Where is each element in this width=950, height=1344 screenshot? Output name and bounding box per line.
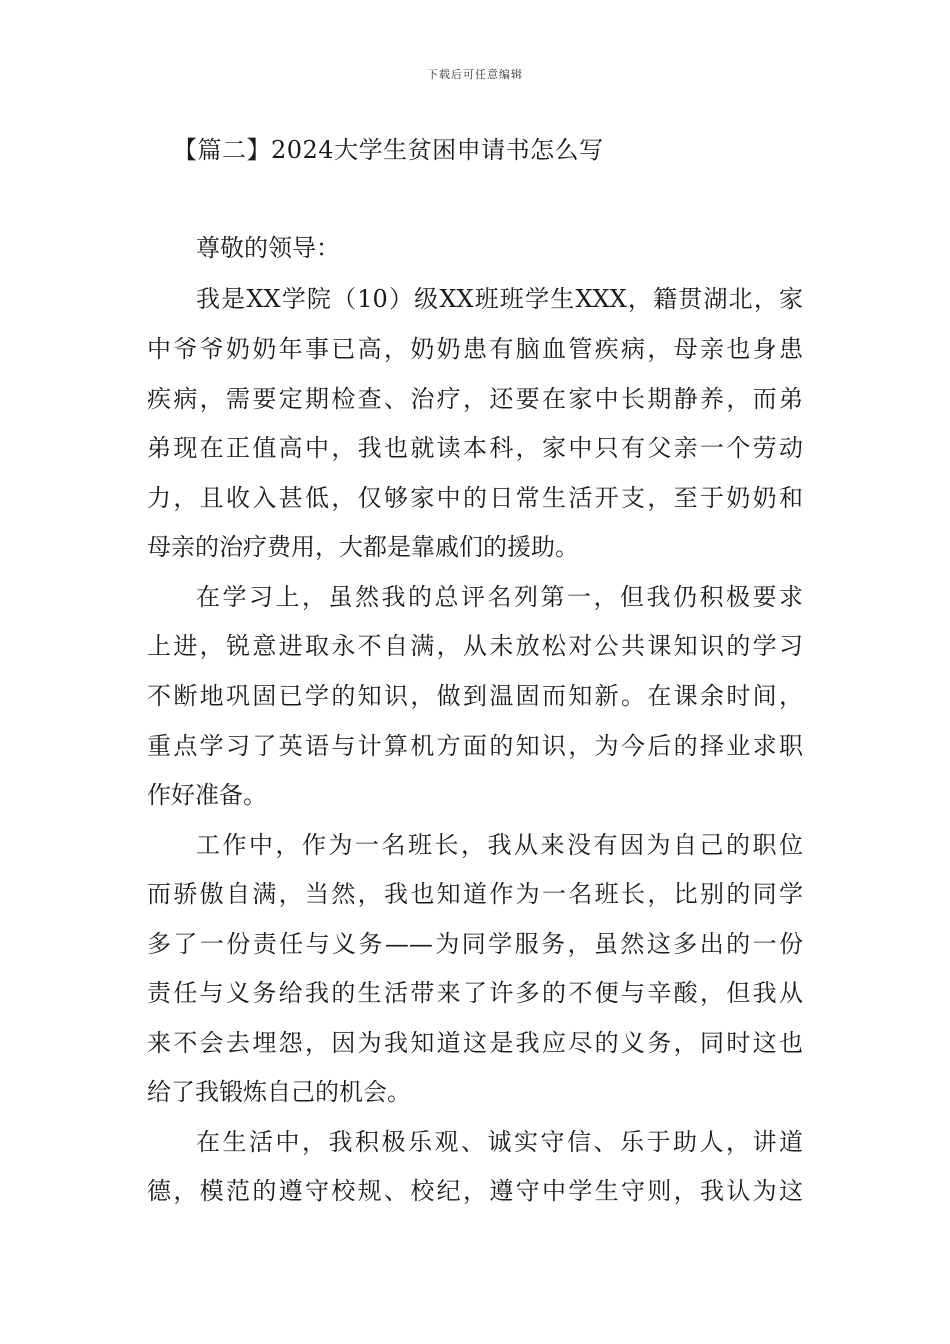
- body-line: 在生活中，我积极乐观、诚实守信、乐于助人，讲道: [196, 1128, 803, 1156]
- body-line: 工作中，作为一名班长，我从来没有因为自己的职位: [196, 831, 803, 859]
- body-line: 给了我锻炼自己的机会。: [147, 1078, 411, 1106]
- body-line: 而骄傲自满，当然，我也知道作为一名班长，比别的同学: [147, 880, 803, 908]
- body-line: 多了一份责任与义务——为同学服务，虽然这多出的一份: [147, 930, 803, 958]
- body-line: 重点学习了英语与计算机方面的知识，为今后的择业求职: [147, 732, 803, 760]
- body-line: 责任与义务给我的生活带来了许多的不便与辛酸，但我从: [147, 979, 803, 1007]
- body-line: 母亲的治疗费用，大都是靠戚们的援助。: [147, 533, 579, 561]
- body-line: 上进，锐意进取永不自满，从未放松对公共课知识的学习: [147, 632, 803, 660]
- document-title: 【篇二】2024大学生贫困申请书怎么写: [173, 136, 604, 164]
- body-line: 作好准备。: [147, 781, 267, 809]
- body-line: 力，且收入甚低，仅够家中的日常生活开支，至于奶奶和: [147, 484, 803, 512]
- body-line: 疾病，需要定期检查、治疗，还要在家中长期静养，而弟: [147, 385, 803, 413]
- body-line: 来不会去埋怨，因为我知道这是我应尽的义务，同时这也: [147, 1029, 803, 1057]
- body-line: 德，模范的遵守校规、校纪，遵守中学生守则，我认为这: [147, 1177, 803, 1205]
- body-line: 弟现在正值高中，我也就读本科，家中只有父亲一个劳动: [147, 434, 803, 462]
- body-line: 我是XX学院（10）级XX班班学生XXX，籍贯湖北，家: [196, 285, 803, 313]
- body-line: 在学习上，虽然我的总评名列第一，但我仍积极要求: [196, 583, 803, 611]
- header-note: 下载后可任意编辑: [427, 68, 523, 81]
- salutation: 尊敬的领导：: [196, 234, 340, 262]
- body-line: 中爷爷奶奶年事已高，奶奶患有脑血管疾病，母亲也身患: [147, 335, 803, 363]
- body-line: 不断地巩固已学的知识，做到温固而知新。在课余时间，: [147, 682, 803, 710]
